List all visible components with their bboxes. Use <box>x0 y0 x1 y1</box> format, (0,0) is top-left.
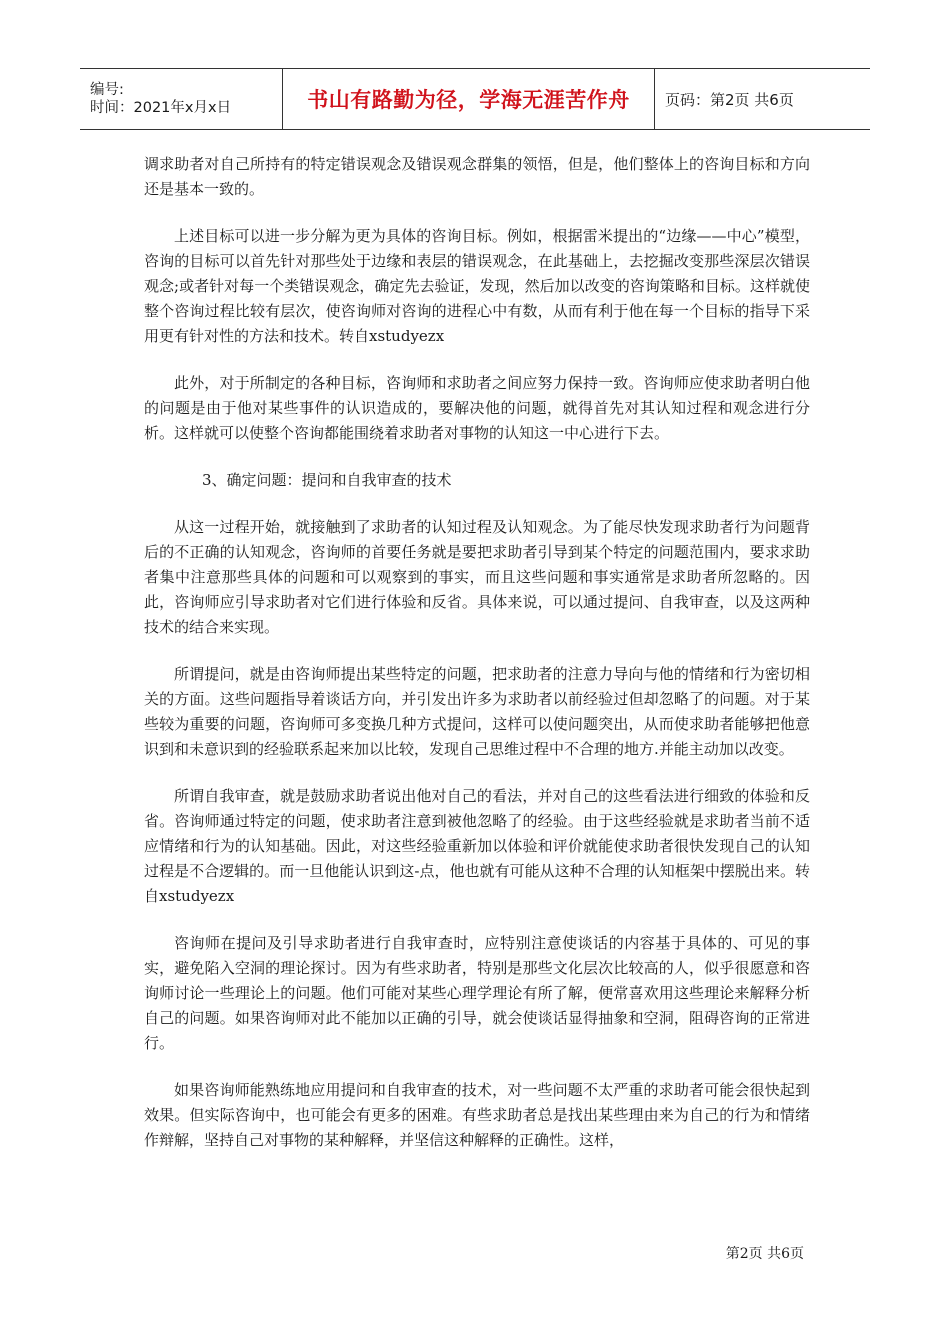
paragraph-goals-breakdown: 上述目标可以进一步分解为更为具体的咨询目标。例如，根据雷米提出的“边缘——中心”模型，咨询的目标可以首先针对那些处于边缘和表层的错误观念，在此基础上，去挖掘改变那些深层次错误观念;或者针对每一个类错误观念，确定先去验证，发现，然后加以改变的咨询策略和目标。这样就使整个咨询过程比较有层次，使咨询师对咨询的进程心中有数，从而有利于他在每一个目标的指导下采用更有针对性的方法和技术。转自xstudyezx <box>144 227 810 345</box>
paragraph-concrete-facts: 咨询师在提问及引导求助者进行自我审查时，应特别注意使谈话的内容基于具体的、可见的事实，避免陷入空洞的理论探讨。因为有些求助者，特别是那些文化层次比较高的人，似乎很愿意和咨询师讨论一些理论上的问题。他们可能对某些心理学理论有所了解，便常喜欢用这些理论来解释分析自己的问题。如果咨询师对此不能加以正确的引导，就会使谈话显得抽象和空洞，阻碍咨询的正常进行。 <box>144 934 810 1052</box>
page-footer: 第2页 共6页 <box>725 1246 804 1262</box>
document-body <box>144 152 810 1175</box>
header-page-number: 页码：第2页 共6页 <box>665 90 794 109</box>
section-heading: 3、确定问题：提问和自我审查的技术 <box>202 471 452 489</box>
paragraph-continued: 调求助者对自己所持有的特定错误观念及错误观念群集的领悟，但是，他们整体上的咨询目标和方向还是基本一致的。 <box>144 155 810 198</box>
document-number-label: 编号: <box>90 82 124 98</box>
paragraph-questioning: 所谓提问，就是由咨询师提出某些特定的问题，把求助者的注意力导向与他的情绪和行为密切相关的方面。这些问题指导着谈话方向，并引发出许多为求助者以前经验过但却忽略了的问题。对于某些较为重要的问题，咨询师可多变换几种方式提问，这样可以使问题突出，从而使求助者能够把他意识到和未意识到的经验联系起来加以比较，发现自己思维过程中不合理的地方.并能主动加以改变。 <box>144 665 810 758</box>
paragraph-goal-consistency: 此外，对于所制定的各种目标，咨询师和求助者之间应努力保持一致。咨询师应使求助者明白他的问题是由于他对某些事件的认识造成的，要解决他的问题，就得首先对其认知过程和观念进行分析。这样就可以使整个咨询都能围绕着求助者对事物的认知这一中心进行下去。 <box>144 374 810 442</box>
page-header <box>80 68 870 130</box>
header-meta <box>80 69 283 129</box>
paragraph-difficulties: 如果咨询师能熟练地应用提问和自我审查的技术，对一些问题不太严重的求助者可能会很快起到效果。但实际咨询中，也可能会有更多的困难。有些求助者总是找出某些理由来为自己的行为和情绪作辩解，坚持自己对事物的某种解释，并坚信这种解释的正确性。这样， <box>144 1081 810 1149</box>
paragraph-problem-definition: 从这一过程开始，就接触到了求助者的认知过程及认知观念。为了能尽快发现求助者行为问题背后的不正确的认知观念，咨询师的首要任务就是要把求助者引导到某个特定的问题范围内，要求求助者集中注意那些具体的问题和可以观察到的事实，而且这些问题和事实通常是求助者所忽略的。因此，咨询师应引导求助者对它们进行体验和反省。具体来说，可以通过提问、自我审查，以及这两种技术的结合来实现。 <box>144 518 810 636</box>
paragraph-self-review: 所谓自我审查，就是鼓励求助者说出他对自己的看法，并对自己的这些看法进行细致的体验和反省。咨询师通过特定的问题，使求助者注意到被他忽略了的经验。由于这些经验就是求助者当前不适应情绪和行为的认知基础。因此，对这些经验重新加以体验和评价就能使求助者很快发现自己的认知过程是不合逻辑的。而一旦他能认识到这-点，他也就有可能从这种不合理的认知框架中摆脱出来。转自xstudyezx <box>144 787 810 905</box>
header-motto: 书山有路勤为径，学海无涯苦作舟 <box>283 69 655 129</box>
document-time-label: 时间：2021年x月x日 <box>90 100 232 116</box>
